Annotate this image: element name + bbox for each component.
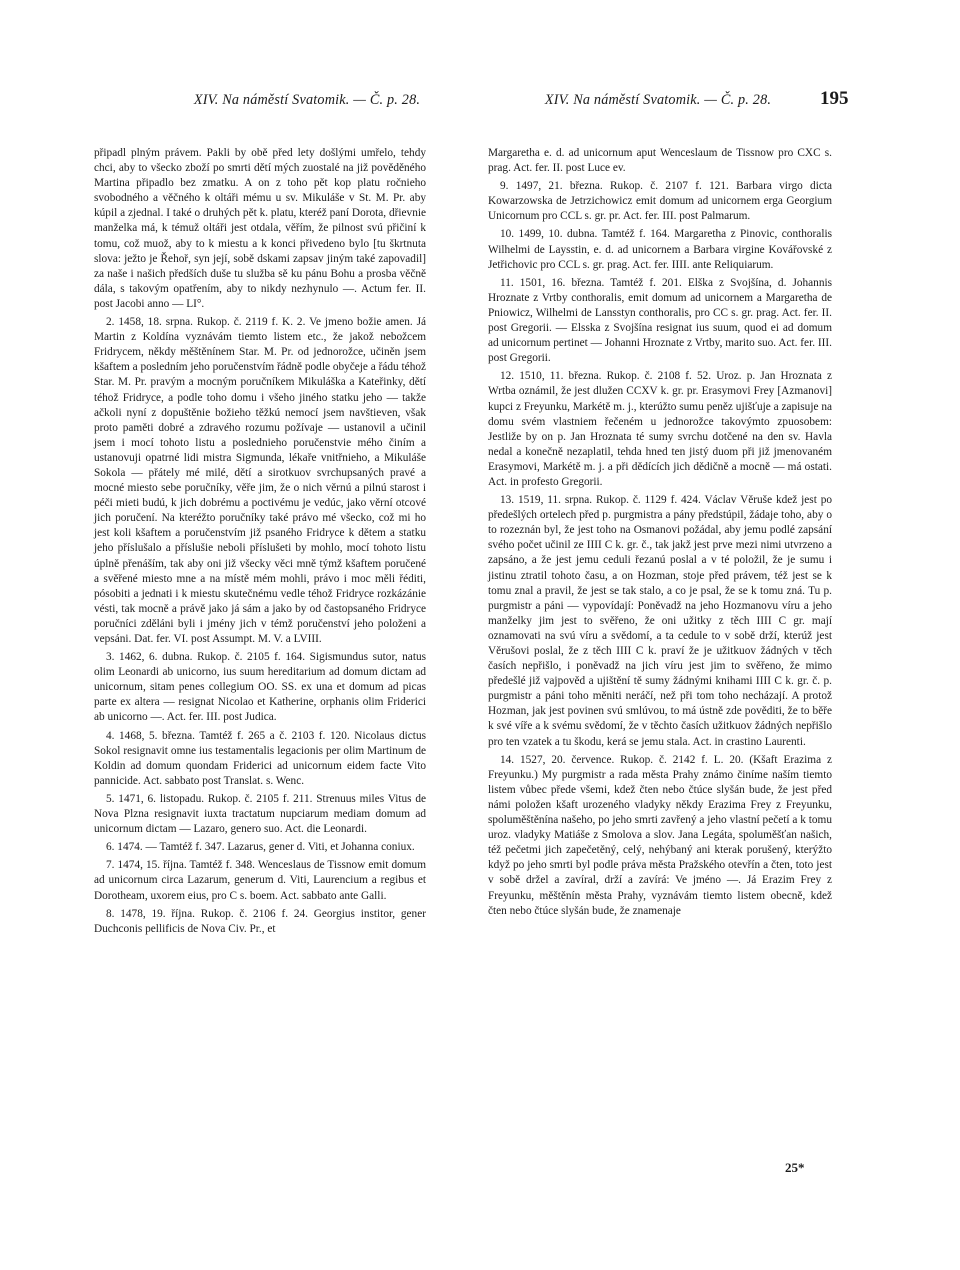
left-column	[94, 146, 426, 937]
right-column	[488, 146, 832, 919]
record-entry: 9. 1497, 21. března. Rukop. č. 2107 f. 121. Barbara virgo dicta Kowarzowska de Jetrzichowicz emit domum ad unicornem erga Georgium Unicornum pro CCL s. gr. pr. Act. fer. III. post Palmarum.	[488, 180, 832, 223]
record-entry: 13. 1519, 11. srpna. Rukop. č. 1129 f. 424. Václav Věruše kdež jest po předešlých ortelech před p. purgmistra a pány předstúpil, žádaje toho, aby o to rozeznán byl, že jest toho na Osmanovi požádal, aby jemu podlé zapsání svého počet učinil ze IIII C k. gr. č., tak jakž jest prve mezi nimi utvrzeno a zapsáno, a že jest jemu ceduli řezanú poslal a v té položil, že je sumu i jistinu ztratil tohoto času, a on Hozman, stoje před právem, též jest se k tomu znal a pravil, že jest se tak stalo, a co je psal, že se k tomu zná. Tu p. purgmistr a páni — vypovídají: Poněvadž na jeho Hozmanovu víru a jeho manželky jim jest to svěřeno, že oni užitky z těch IIII C gr. mají oznamovati na svú víru a svědomí, a ta cedule to v sobě drží, kterúž jest Věrušovi poslal, že z těch IIII C k. praví že je užitkuov žádných v těch časích nepřišlo, i poněvadž na jich víru jest jim to svěřeno, že mimo předešlé již vajpověd a ujištění tě sumy žádnými knihami IIII C k. gr. č. p. purgmistr a páni toho měniti neráčí, než při tom toho necházají. A protož Hozman, jak jest povinen svú smlúvou, to má ústně zde pověditi, že to běře k své víře a k svému svědomí, že v těchto časích užitkuov žádných nepřišlo pro ten vzatek a tu škodu, kerá se jemu stala. Act. in crastino Laurenti.	[488, 494, 832, 748]
running-header-right: XIV. Na náměstí Svatomik. — Č. p. 28.	[544, 92, 772, 108]
record-entry: 11. 1501, 16. března. Tamtéž f. 201. Elška z Svojšína, d. Johannis Hroznate z Vrtby conthoralis, emit domum ad unicornem a Margaretha de Pniowicz, Wilhelmi de Lansstyn conthoralis, pro CC s. gr. prag. Act. fer. II. post Gregorii. — Elsska z Svojšína resignat ius suum, quod ei ad domum ad unicornum pertinet — Johanni Hroznate z Vrtby, marito suo. Act. fer. III. post Gregorii.	[488, 276, 832, 365]
record-entry: 4. 1468, 5. března. Tamtéž f. 265 a č. 2103 f. 120. Nicolaus dictus Sokol resignavit omne ius testamentalis legacionis per olim Martinum de Koldin ad domum quondam Friderici ad unicornum eidem facte Vito pannicide. Act. sabbato post Translat. s. Wenc.	[94, 729, 426, 787]
record-entry: 10. 1499, 10. dubna. Tamtéž f. 164. Margaretha z Pinovic, conthoralis Wilhelmi de Laysstin, e. d. ad unicornem a Barbara virgine Kovářovské z Jetřichovic pro CCL s. gr. prag. Act. fer. IIII. ante Reliquiarum.	[488, 228, 832, 271]
signature-mark: 25*	[785, 1160, 805, 1175]
record-entry: 6. 1474. — Tamtéž f. 347. Lazarus, gener d. Viti, et Johanna coniux.	[106, 841, 415, 854]
running-header-left: XIV. Na náměstí Svatomik. — Č. p. 28.	[193, 92, 421, 108]
page-number: 195	[820, 88, 849, 109]
record-entry: 5. 1471, 6. listopadu. Rukop. č. 2105 f. 211. Strenuus miles Vitus de Nova Plzna resignavit iuxta tractatum nupciarum mediam domum ad unicornum dictam — Lazaro, genero suo. Act. die Leonardi.	[94, 792, 426, 836]
record-entry: 8. 1478, 19. října. Rukop. č. 2106 f. 24. Georgius institor, gener Duchconis pellificis de Nova Civ. Pr., et	[94, 907, 426, 935]
record-entry: 2. 1458, 18. srpna. Rukop. č. 2119 f. K. 2. Ve jmeno božie amen. Já Martin z Koldína vyznávám tiemto listem etc., že jakož nebožcem Fridrycem, někdy měštěnínem Star. M. Pr. od jednorožce, učiněn jsem kšaftem a posledním jeho poručenstvím řádně podle obyčeje a řádu téhož Star. M. Pr. pravým a mocným poručníkem Mikuláška a Kateřinky, dětí téhož Fridryce, a podle toho domu i všeho jiného statku jeho — takže ačkoli nyní z dopuštěnie božieho těžkú nemocí jsem navštieven, však proto paměti dobré a zdravého rozumu požívaje — ustanovil a učinil jsem i mocí tohoto listu a poslednieho poručenstvie mého činím a ustanovuji opatrné lidi mistra Sigmunda, lékaře vnitřnieho, a Mikuláše Sokola — přátely mé milé, dětí a sirotkuov svrchupsaných pravé a mocné miesto sebe poručníky, věře jim, že o nich věrnú a pilnú starost i péči mieti budú, k jich dobrému a poctivému je vedúc, jako věrní otcové jich poručení. Na kteréžto poručníky také právo mé všecko, což mi ho jest koli kšaftem a poručenstvím již psaného Fridryce k dětem a statku jeho příslušalo a příslušie neboli příslušeti by mohlo, mocí tohoto listu úplně přenáším, tak aby oni již všecky věci mně týmž kšaftem poručené a svěřené miesto mne a na místě mém mohli, právo i moc měli řéditi, pósobiti a jednati i k miestu skutečnému vedle téhož Fridryce rozkázánie vésti, tak mocně a právě jako já sám a jako by od častopsaného Fridryce poručníci zděláni byli i jmény jich v témž poručenství jeho položeni a vepsáni. Dat. fer. VI. post Assumpt. M. V. a LVIII.	[94, 316, 426, 645]
record-entry: 12. 1510, 11. března. Rukop. č. 2108 f. 52. Uroz. p. Jan Hroznata z Wrtba oznámil, že jest dlužen CCXV k. gr. pr. Erasymovi Frey [Azmanovi] kupci z Freyunku, Markétě m. j., kterúžto sumu peněz ujišťuje a zapisuje na domu svém vlastniem řečeném u jednorožce takovýmto zpuosobem: Jestliže by on p. Jan Hroznata té sumy svrchu dotčené na den sv. Havla nedal a konečně nezaplatil, tehda hned ten jistý duom při již jmenovaném Erasymovi, Markétě m. j. a při dědících jich dědičně a mocně — má ostati. Act. in profesto Gregorii.	[488, 370, 832, 488]
record-entry: 3. 1462, 6. dubna. Rukop. č. 2105 f. 164. Sigismundus sutor, natus olim Leonardi ab unicorno, ius suum hereditarium ad domum dictam ad unicornum, sitam penes collegium OO. SS. ex una et domum ad picas parte ex altera — resignat Nicolao et Katherine, orphanis olim Friderici ab unicorno —. Act. fer. III. post Judica.	[94, 651, 426, 724]
continued-paragraph: připadl plným právem. Pakli by obě před lety došlými umřelo, tehdy chci, aby to všecko zboží po smrti dětí mých zuostalé na již pověděného Martina připadlo bez zmatku. A on z toho pět kop platu ročnieho svobodného a věčného k oltáři mému u sv. Mikuláše v St. M. Pr. aby kúpil a zjednal. I také o druhých pět k. platu, kteréž paní Dorota, dřievnie manželka má, k témuž oltáři jest otdala, věřím, že pilnost svú přičiní k tomu, což muož, aby to k miestu a k konci přivedeno bylo [tu škrtnuta slova: ježto je Řehoř, syn její, sobě dskami zapsav jiným také zapovadil] za naše i našich předších duše tu služba sě ku pánu Bohu a prosba věčně dála, s takovým opatřením, aby to nikdy nezhynulo —. Actum fer. II. post Jacobi anno — LI°.	[94, 147, 426, 310]
record-entry: 14. 1527, 20. července. Rukop. č. 2142 f. L. 20. (Kšaft Erazima z Freyunku.) My purgmistr a rada města Prahy známo činíme naším tiemto listem vůbec přede všemi, kdež čten nebo čtúce slyšán bude, že jest před námi položen kšaft urozeného vladyky někdy Erazima Frey z Freyunku, spoluměštěnína našeho, po jeho smrti zavřený a jeho vlastní pečetí a k tomu uroz. vladyky Matiáše z Smolova a slov. Jana Legáta, spoluměšťan našich, též pečetmi jich zapečetěný, celý, nehýbaný ani kterak porušený, kterýžto když po jeho smrti byl podle práva města Pražského otevřín a čten, toto jest v sobě držel a zavíral, drží a zavírá: Ve jméno —. Já Erazim Frey z Freyunku, měštěnín města Prahy, vyznávám tiemto listem obecně, kdež čten nebo čtúce slyšán bude, že znamenaje	[488, 753, 832, 917]
continued-paragraph: Margaretha e. d. ad unicornum aput Wenceslaum de Tissnow pro CXC s. prag. Act. fer. II. post Luce ev.	[488, 147, 832, 175]
record-entry: 7. 1474, 15. října. Tamtéž f. 348. Wenceslaus de Tissnow emit domum ad unicornum circa Lazarum, generum d. Viti, Laurencium a regibus et Dorotheam, uxorem eius, pro C s. boem. Act. sabbato ante Galli.	[94, 859, 426, 902]
